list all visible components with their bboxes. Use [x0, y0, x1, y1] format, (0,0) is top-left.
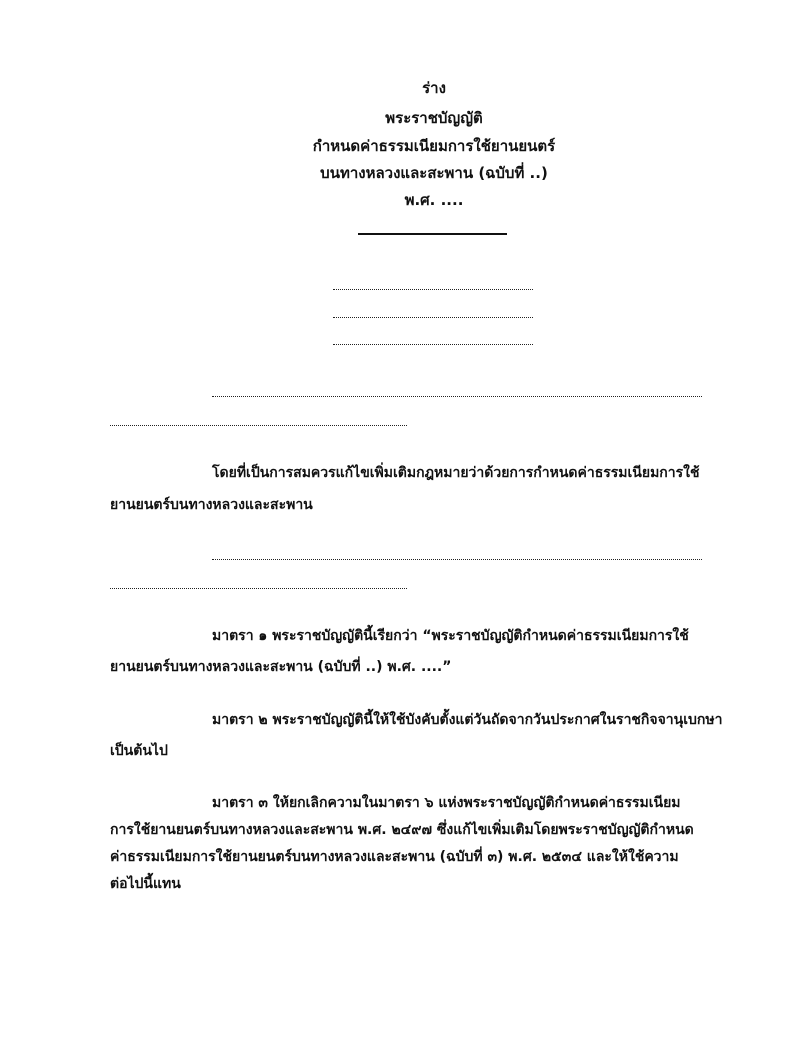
preamble-line-2: ยานยนตร์บนทางหลวงและสะพาน — [110, 497, 313, 513]
section-3-line-2: การใช้ยานยนตร์บนทางหลวงและสะพาน พ.ศ. ๒๔๙๗ ซึ่งแก้ไขเพิ่มเติมโดยพระราชบัญญัติกำหนด — [110, 822, 694, 838]
year-line: พ.ศ. .... — [404, 191, 464, 209]
section-2-line-2: เป็นต้นไป — [110, 743, 168, 759]
placeholder-dots-3 — [333, 344, 533, 345]
title-line-2: บนทางหลวงและสะพาน (ฉบับที่ ..) — [320, 164, 548, 182]
placeholder-dots-1 — [333, 289, 533, 290]
section-1-line-2: ยานยนตร์บนทางหลวงและสะพาน (ฉบับที่ ..) พ.ศ. ....” — [110, 659, 452, 675]
placeholder-dots-5 — [110, 425, 407, 426]
placeholder-dots-4 — [212, 396, 702, 397]
section-3-line-3: ค่าธรรมเนียมการใช้ยานยนตร์บนทางหลวงและสะพาน (ฉบับที่ ๓) พ.ศ. ๒๕๓๔ และให้ใช้ความ — [110, 849, 679, 865]
section-2-line-1: มาตรา ๒ พระราชบัญญัตินี้ให้ใช้บังคับตั้งแต่วันถัดจากวันประกาศในราชกิจจานุเบกษา — [212, 712, 723, 728]
placeholder-dots-7 — [110, 588, 407, 589]
placeholder-dots-2 — [333, 317, 533, 318]
title-underline — [358, 233, 507, 235]
placeholder-dots-6 — [212, 559, 702, 560]
section-3-line-4: ต่อไปนี้แทน — [110, 876, 181, 892]
title-line-1: กำหนดค่าธรรมเนียมการใช้ยานยนตร์ — [312, 137, 556, 155]
section-1-line-1: มาตรา ๑ พระราชบัญญัตินี้เรียกว่า “พระราชบัญญัติกำหนดค่าธรรมเนียมการใช้ — [212, 628, 689, 644]
act-label: พระราชบัญญัติ — [385, 109, 483, 127]
section-3-line-1: มาตรา ๓ ให้ยกเลิกความในมาตรา ๖ แห่งพระราชบัญญัติกำหนดค่าธรรมเนียม — [212, 795, 681, 811]
preamble-line-1: โดยที่เป็นการสมควรแก้ไขเพิ่มเติมกฎหมายว่าด้วยการกำหนดค่าธรรมเนียมการใช้ — [212, 465, 700, 481]
draft-label: ร่าง — [422, 79, 446, 97]
